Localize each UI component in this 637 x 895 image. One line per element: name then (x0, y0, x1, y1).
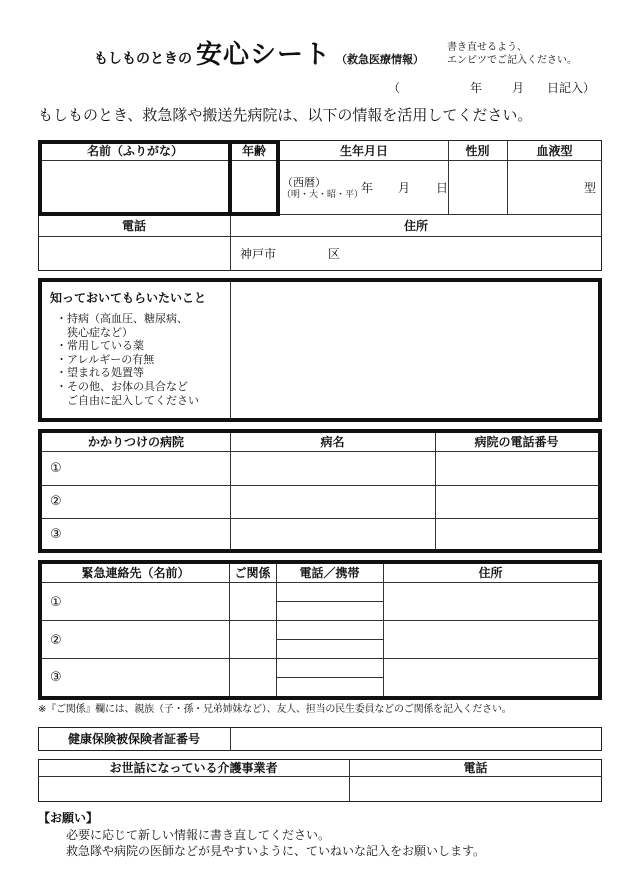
emergency-relation-input[interactable] (232, 662, 274, 694)
entry-year-input[interactable] (402, 76, 466, 98)
birthdate-input[interactable] (345, 164, 445, 178)
birthdate-label: 生年月日 (339, 144, 388, 158)
address-city: 神戸市 (240, 247, 277, 261)
pencil-note-line2: エンピツでご記入ください。 (447, 55, 577, 66)
address-input[interactable] (350, 240, 598, 268)
request-line2: 救急隊や病院の医師などが見やすいように、ていねいな記入をお願いします。 (66, 844, 486, 858)
date-open-paren: （ (388, 81, 401, 95)
pencil-note-line1: 書き直せるよう、 (447, 42, 527, 53)
emergency-phone-input[interactable] (279, 584, 381, 600)
phone-input[interactable] (42, 240, 226, 268)
know-item: ・その他、お体の具合など (56, 379, 188, 393)
emergency-row-number: ② (50, 633, 62, 648)
emergency-mobile-input[interactable] (279, 603, 381, 619)
page-title: 安心シート (196, 40, 332, 70)
emergency-relation-input[interactable] (232, 624, 274, 656)
hospital-name-input[interactable] (70, 455, 226, 483)
know-item: ご自由に記入してください (56, 393, 199, 407)
emergency-relation-input[interactable] (232, 586, 274, 618)
phone-label: 電話 (121, 219, 146, 233)
hospital-phone-input[interactable] (439, 455, 595, 483)
gender-input[interactable] (451, 164, 505, 212)
hospital-row-number: ③ (50, 527, 62, 542)
request-title: 【お願い】 (38, 811, 99, 825)
emergency-mobile-input[interactable] (279, 641, 381, 657)
emergency-name-input[interactable] (70, 662, 226, 694)
address-ward: 区 (328, 247, 341, 261)
emergency-phone-input[interactable] (279, 660, 381, 676)
date-month-label: 月 (512, 81, 525, 95)
blood-type-input[interactable] (510, 164, 580, 212)
know-item-list (56, 312, 199, 407)
emergency-col-phone: 電話／携帯 (299, 566, 360, 580)
hospital-disease-input[interactable] (234, 455, 432, 483)
emergency-name-input[interactable] (70, 624, 226, 656)
hospital-phone-input[interactable] (439, 488, 595, 516)
know-input[interactable] (234, 284, 596, 416)
gender-label: 性別 (465, 144, 490, 158)
entry-month-input[interactable] (484, 76, 510, 98)
name-label: 名前（ふりがな） (86, 144, 183, 158)
know-item: ・常用している薬 (56, 339, 144, 353)
era-options: （明・大・昭・平） (282, 190, 364, 200)
hospital-col-disease: 病名 (320, 435, 345, 449)
intro-text: もしものとき、救急隊や搬送先病院は、以下の情報を活用してください。 (38, 106, 533, 124)
know-item: ・持病（高血圧、糖尿病、 (56, 312, 188, 325)
birth-year-label: 年 (361, 181, 374, 195)
hospital-row-number: ② (50, 494, 62, 509)
emergency-col-address: 住所 (478, 566, 503, 580)
know-item: 狭心症など） (56, 325, 133, 339)
care-provider-input[interactable] (41, 778, 346, 800)
know-item: ・望まれる処置等 (56, 366, 144, 380)
care-phone-label: 電話 (463, 761, 488, 775)
relation-footnote: ※『ご関係』欄には、親族（子・孫・兄弟姉妹など）、友人、担当の民生委員などのご関係を記入ください。 (38, 704, 512, 715)
emergency-address-input[interactable] (387, 662, 595, 694)
emergency-address-input[interactable] (387, 624, 595, 656)
emergency-col-relation: ご関係 (234, 566, 271, 580)
title-subtitle: （救急医療情報） (336, 53, 424, 66)
hospital-name-input[interactable] (70, 488, 226, 516)
care-phone-input[interactable] (352, 778, 599, 800)
know-title: 知っておいてもらいたいこと (50, 291, 207, 305)
date-day-label: 日記入） (547, 81, 596, 95)
date-year-label: 年 (470, 81, 483, 95)
birth-month-label: 月 (398, 181, 411, 195)
emergency-phone-input[interactable] (279, 622, 381, 638)
age-input[interactable] (232, 164, 276, 212)
era-label: （西暦） (282, 176, 326, 189)
blood-type-label: 血液型 (536, 144, 573, 158)
emergency-row-number: ① (50, 595, 62, 610)
age-label: 年齢 (241, 144, 266, 158)
hospital-phone-input[interactable] (439, 521, 595, 547)
know-item: ・アレルギーの有無 (56, 352, 155, 366)
hospital-col-name: かかりつけの病院 (87, 435, 184, 449)
blood-type-suffix: 型 (584, 181, 597, 195)
birth-day-label: 日 (436, 181, 449, 195)
emergency-col-name: 緊急連絡先（名前） (81, 566, 190, 580)
insurance-number-input[interactable] (233, 729, 599, 749)
name-input[interactable] (42, 164, 228, 212)
title-prefix: もしものときの (94, 51, 192, 67)
emergency-name-input[interactable] (70, 586, 226, 618)
emergency-mobile-input[interactable] (279, 679, 381, 694)
insurance-label: 健康保険被保険者証番号 (67, 732, 200, 746)
hospital-name-input[interactable] (70, 521, 226, 547)
hospital-disease-input[interactable] (234, 488, 432, 516)
hospital-row-number: ① (50, 461, 62, 476)
emergency-address-input[interactable] (387, 586, 595, 618)
emergency-row-number: ③ (50, 670, 62, 685)
address-label: 住所 (403, 219, 428, 233)
request-line1: 必要に応じて新しい情報に書き直してください。 (66, 828, 331, 842)
care-provider-label: お世話になっている介護事業者 (109, 761, 278, 775)
hospital-disease-input[interactable] (234, 521, 432, 547)
hospital-col-phone: 病院の電話番号 (474, 435, 559, 449)
